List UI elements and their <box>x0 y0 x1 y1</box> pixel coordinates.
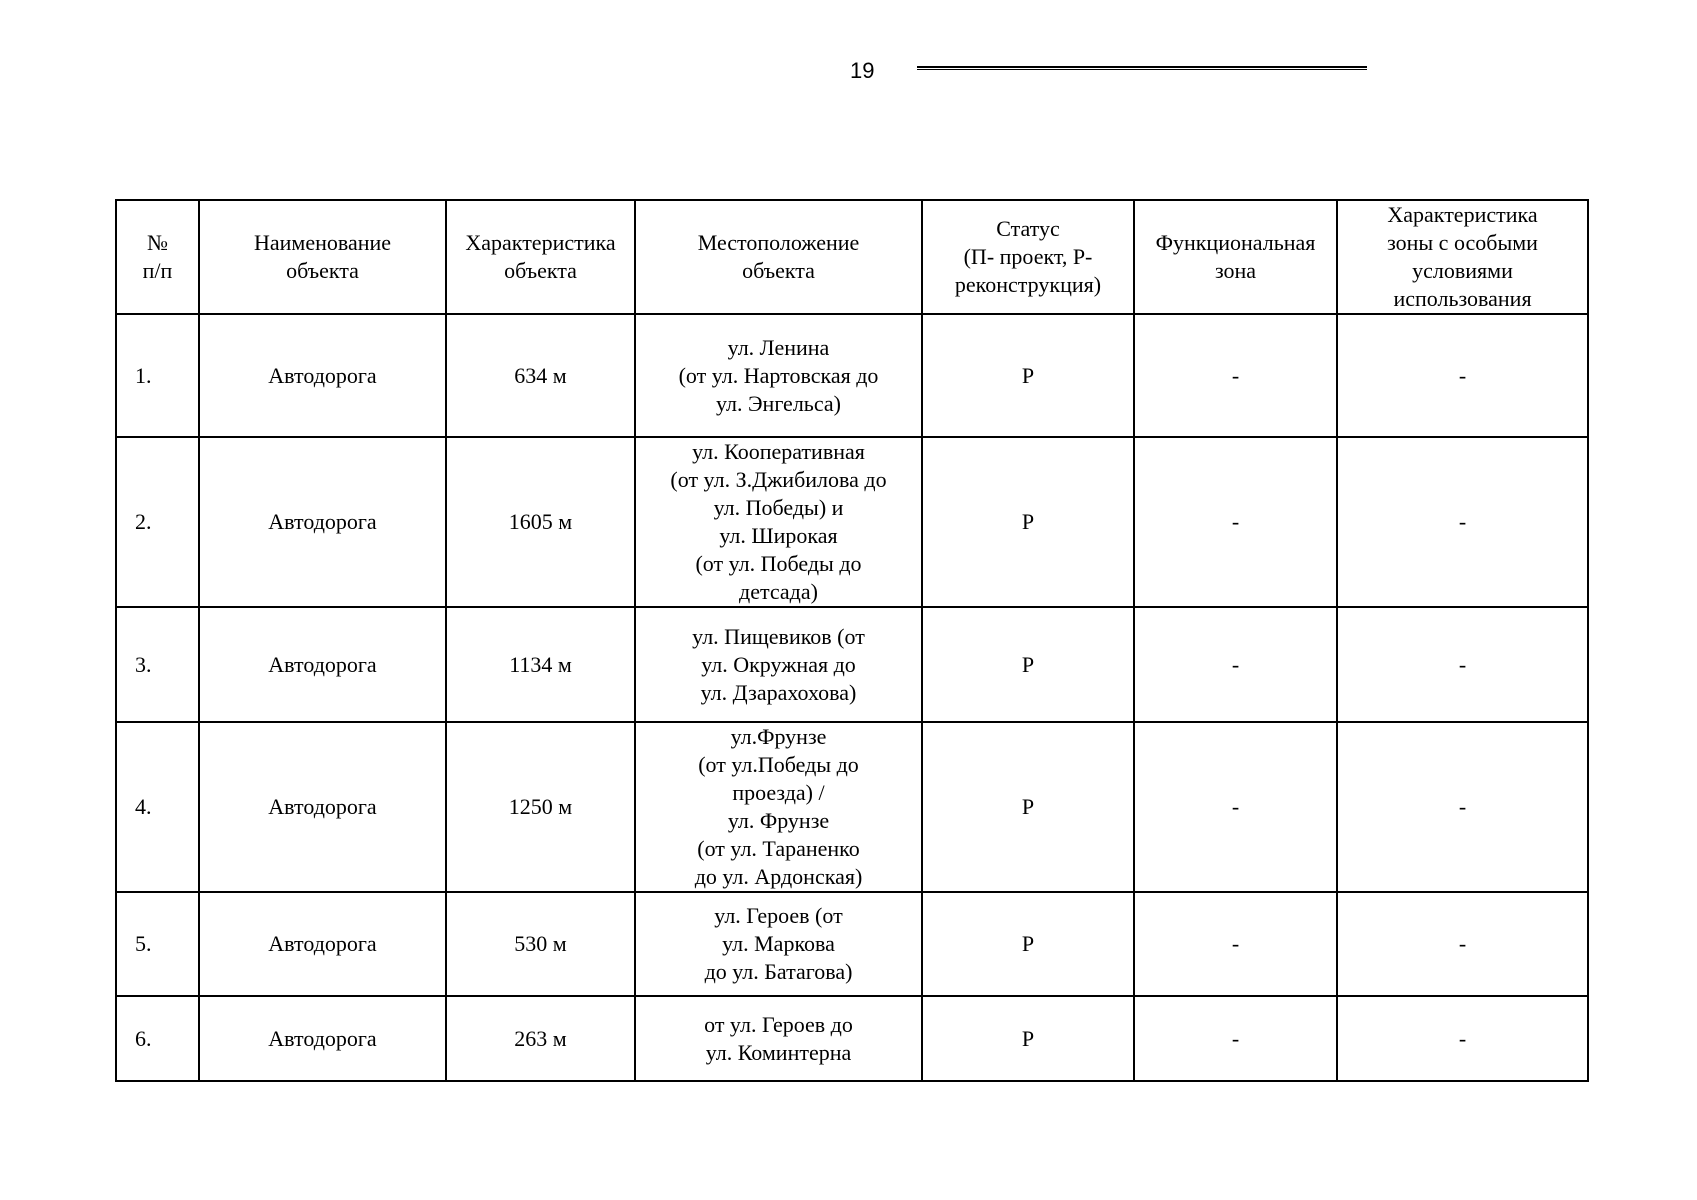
cell-functional-zone: - <box>1134 892 1337 996</box>
cell-name: Автодорога <box>199 607 446 722</box>
col-header-characteristic: Характеристика объекта <box>446 200 635 314</box>
table-row <box>116 607 1588 722</box>
cell-characteristic: 1605 м <box>446 437 635 607</box>
table-row <box>116 892 1588 996</box>
col-header-location: Местоположение объекта <box>635 200 922 314</box>
cell-special-zone: - <box>1337 607 1588 722</box>
cell-status: Р <box>922 996 1134 1081</box>
col-header-number: № п/п <box>116 200 199 314</box>
table-header-row <box>116 200 1588 314</box>
cell-functional-zone: - <box>1134 722 1337 892</box>
cell-functional-zone: - <box>1134 437 1337 607</box>
cell-characteristic: 1134 м <box>446 607 635 722</box>
cell-location: ул. Ленина (от ул. Нартовская до ул. Энгельса) <box>635 314 922 437</box>
cell-characteristic: 530 м <box>446 892 635 996</box>
col-header-functional-zone: Функциональная зона <box>1134 200 1337 314</box>
cell-special-zone: - <box>1337 996 1588 1081</box>
cell-number: 1. <box>116 314 199 437</box>
cell-location: от ул. Героев до ул. Коминтерна <box>635 996 922 1081</box>
cell-functional-zone: - <box>1134 607 1337 722</box>
cell-location: ул.Фрунзе (от ул.Победы до проезда) / ул. Фрунзе (от ул. Тараненко до ул. Ардонская) <box>635 722 922 892</box>
col-header-status: Статус (П- проект, Р- реконструкция) <box>922 200 1134 314</box>
cell-characteristic: 263 м <box>446 996 635 1081</box>
header-rule <box>917 66 1367 70</box>
cell-number: 6. <box>116 996 199 1081</box>
page-number: 19 <box>850 58 875 83</box>
table-row <box>116 722 1588 892</box>
cell-name: Автодорога <box>199 892 446 996</box>
cell-location: ул. Пищевиков (от ул. Окружная до ул. Дзарахохова) <box>635 607 922 722</box>
table-row <box>116 437 1588 607</box>
cell-location: ул. Героев (от ул. Маркова до ул. Батагова) <box>635 892 922 996</box>
cell-special-zone: - <box>1337 437 1588 607</box>
cell-functional-zone: - <box>1134 996 1337 1081</box>
cell-number: 2. <box>116 437 199 607</box>
cell-status: Р <box>922 892 1134 996</box>
col-header-name: Наименование объекта <box>199 200 446 314</box>
cell-location: ул. Кооперативная (от ул. З.Джибилова до ул. Победы) и ул. Широкая (от ул. Победы до детсада) <box>635 437 922 607</box>
col-header-special-zone: Характеристика зоны с особыми условиями использования <box>1337 200 1588 314</box>
table-row <box>116 314 1588 437</box>
cell-special-zone: - <box>1337 722 1588 892</box>
objects-table <box>115 199 1589 1082</box>
cell-special-zone: - <box>1337 892 1588 996</box>
cell-name: Автодорога <box>199 996 446 1081</box>
cell-number: 3. <box>116 607 199 722</box>
cell-status: Р <box>922 722 1134 892</box>
cell-special-zone: - <box>1337 314 1588 437</box>
cell-name: Автодорога <box>199 437 446 607</box>
cell-characteristic: 1250 м <box>446 722 635 892</box>
cell-name: Автодорога <box>199 722 446 892</box>
cell-status: Р <box>922 314 1134 437</box>
cell-number: 5. <box>116 892 199 996</box>
cell-status: Р <box>922 607 1134 722</box>
cell-status: Р <box>922 437 1134 607</box>
cell-name: Автодорога <box>199 314 446 437</box>
cell-functional-zone: - <box>1134 314 1337 437</box>
table-row <box>116 996 1588 1081</box>
cell-number: 4. <box>116 722 199 892</box>
cell-characteristic: 634 м <box>446 314 635 437</box>
